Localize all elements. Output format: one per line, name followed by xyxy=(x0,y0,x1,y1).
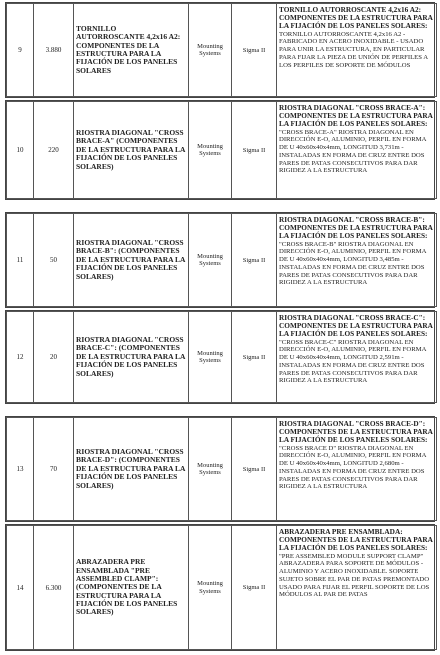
description-heading: ABRAZADERA PRE ENSAMBLADA: COMPONENTES DE LA ESTRUCTURA PARA LA FIJACIÓN DE LOS PANELES SOLARES: xyxy=(279,527,433,553)
item-system: Mounting Systems xyxy=(189,526,232,650)
item-number: 14 xyxy=(7,526,34,650)
item-number: 13 xyxy=(7,418,34,521)
table-row xyxy=(7,312,437,403)
item-brand: Sigma II xyxy=(232,4,277,97)
item-system: Mounting Systems xyxy=(189,214,232,307)
item-name: ABRAZADERA PRE ENSAMBLADA "PRE ASSEMBLED CLAMP": (COMPONENTES DE LA ESTRUCTURA PARA LA FIJACIÓN DE LOS PANELES SOLARES) xyxy=(74,526,189,650)
item-brand: Sigma II xyxy=(232,526,277,650)
item-table xyxy=(6,213,437,307)
table-block-item-13 xyxy=(5,416,435,522)
table-row xyxy=(7,4,437,97)
item-table xyxy=(6,311,437,403)
description-text: "CROSS BRACE-A" RIOSTRA DIAGONAL EN DIRECCIÓN E-O, ALUMINIO, PERFIL EN FORMA DE U 40x60x40x4mm, LONGITUD 3,731m - INSTALADAS EN FORMA DE CRUZ ENTRE DOS PARES DE PATAS CONSECUTIVOS PARA DAR RIGIDEZ A LA ESTRUCTURA xyxy=(279,128,427,175)
table-row xyxy=(7,102,437,199)
item-brand: Sigma II xyxy=(232,102,277,199)
item-system: Mounting Systems xyxy=(189,102,232,199)
table-block-item-10 xyxy=(5,100,435,200)
item-brand: Sigma II xyxy=(232,214,277,307)
table-block-item-11 xyxy=(5,212,435,308)
table-block-item-12 xyxy=(5,310,435,404)
item-system: Mounting Systems xyxy=(189,418,232,521)
item-system: Mounting Systems xyxy=(189,4,232,97)
description-text: "CROSS BRACE-B" RIOSTRA DIAGONAL EN DIRECCIÓN E-O, ALUMINIO, PERFIL EN FORMA DE U 40x60x40x4mm, LONGITUD 3,485m - INSTALADAS EN FORMA DE CRUZ ENTRE DOS PARES DE PATAS CONSECUTIVOS PARA DAR RIGIDEZ A LA ESTRUCTURA xyxy=(279,240,427,287)
item-table xyxy=(6,417,437,521)
description-heading: RIOSTRA DIAGONAL "CROSS BRACE-A": COMPONENTES DE LA ESTRUCTURA PARA LA FIJACIÓN DE LOS PANELES SOLARES: xyxy=(279,103,433,129)
item-name: RIOSTRA DIAGONAL "CROSS BRACE-D": (COMPONENTES DE LA ESTRUCTURA PARA LA FIJACIÓN DE LOS PANELES SOLARES) xyxy=(74,418,189,521)
table-block-item-14 xyxy=(5,524,435,651)
item-quantity: 3.880 xyxy=(34,4,74,97)
description-heading: RIOSTRA DIAGONAL "CROSS BRACE-B": COMPONENTES DE LA ESTRUCTURA PARA LA FIJACIÓN DE LOS PANELES SOLARES: xyxy=(279,215,433,241)
table-row xyxy=(7,526,437,650)
item-quantity: 220 xyxy=(34,102,74,199)
description-text: "CROSS BRACE-C" RIOSTRA DIAGONAL EN DIRECCIÓN E-O, ALUMINIO, PERFIL EN FORMA DE U 40x60x40x4mm, LONGITUD 2,591m - INSTALADAS EN FORMA DE CRUZ ENTRE DOS PARES DE PATAS CONSECUTIVOS PARA DAR RIGIDEZ A LA ESTRUCTURA xyxy=(279,338,427,385)
item-number: 9 xyxy=(7,4,34,97)
description-heading: RIOSTRA DIAGONAL "CROSS BRACE-C": COMPONENTES DE LA ESTRUCTURA PARA LA FIJACIÓN DE LOS PANELES SOLARES: xyxy=(279,313,433,339)
item-table xyxy=(6,101,437,199)
description-text: "CROSS BRACE D" RIOSTRA DIAGONAL EN DIRECCIÓN E-O, ALUMINIO, PERFIL EN FORMA DE U 40x60x40x4mm, LONGITUD 2,680m - INSTALADAS EN FORMA DE CRUZ ENTRE DOS PARES DE PATAS CONSECUTIVOS PARA DAR RIGIDEZ A LA ESTRUCTURA xyxy=(279,444,427,491)
item-system: Mounting Systems xyxy=(189,312,232,403)
description-text: TORNILLO AUTORROSCANTE 4,2x16 A2 - FABRICADO EN ACERO INOXIDABLE - USADO PARA UNIR LA ESTRUCTURA, EN PARTICULAR PARA FIJAR LA PIEZA DE UNIÓN DE PERFILES A LOS PERFILES DE SOPORTE DE MÓDULOS xyxy=(279,30,428,69)
item-quantity: 20 xyxy=(34,312,74,403)
item-table xyxy=(6,3,437,97)
item-number: 10 xyxy=(7,102,34,199)
item-quantity: 70 xyxy=(34,418,74,521)
item-name: RIOSTRA DIAGONAL "CROSS BRACE-C": (COMPONENTES DE LA ESTRUCTURA PARA LA FIJACIÓN DE LOS PANELES SOLARES) xyxy=(74,312,189,403)
item-name: TORNILLO AUTORROSCANTE 4,2x16 A2: COMPONENTES DE LA ESTRUCTURA PARA LA FIJACIÓN DE LOS PANELES SOLARES xyxy=(74,4,189,97)
item-quantity: 6.300 xyxy=(34,526,74,650)
description-text: "PRE ASSEMBLED MODULE SUPPORT CLAMP" ABRAZADERA PARA SOPORTE DE MÓDULOS - ALUMINIO Y ACERO INOXIDABLE. SOPORTE SUJETO SOBRE EL PAR DE PATAS PREMONTADO USADO PARA FIJAR EL PERFIL SOPORTE DE LOS MÓDULOS AL PAR DE PATAS xyxy=(279,552,430,599)
item-name: RIOSTRA DIAGONAL "CROSS BRACE-B": (COMPONENTES DE LA ESTRUCTURA PARA LA FIJACIÓN DE LOS PANELES SOLARES) xyxy=(74,214,189,307)
item-number: 12 xyxy=(7,312,34,403)
item-brand: Sigma II xyxy=(232,418,277,521)
item-description xyxy=(277,526,437,650)
table-block-item-9 xyxy=(5,2,435,98)
description-heading: TORNILLO AUTORROSCANTE 4,2x16 A2: COMPONENTES DE LA ESTRUCTURA PARA LA FIJACIÓN DE LOS PANELES SOLARES: xyxy=(279,5,433,31)
table-row xyxy=(7,418,437,521)
item-number: 11 xyxy=(7,214,34,307)
item-brand: Sigma II xyxy=(232,312,277,403)
description-heading: RIOSTRA DIAGONAL "CROSS BRACE-D": COMPONENTES DE LA ESTRUCTURA PARA LA FIJACIÓN DE LOS PANELES SOLARES: xyxy=(279,419,433,445)
item-quantity: 50 xyxy=(34,214,74,307)
item-description xyxy=(277,312,437,403)
item-description xyxy=(277,418,437,521)
item-name: RIOSTRA DIAGONAL "CROSS BRACE-A" (COMPONENTES DE LA ESTRUCTURA PARA LA FIJACIÓN DE LOS PANELES SOLARES) xyxy=(74,102,189,199)
item-table xyxy=(6,525,437,650)
item-description xyxy=(277,214,437,307)
item-description xyxy=(277,4,437,97)
item-description xyxy=(277,102,437,199)
table-row xyxy=(7,214,437,307)
